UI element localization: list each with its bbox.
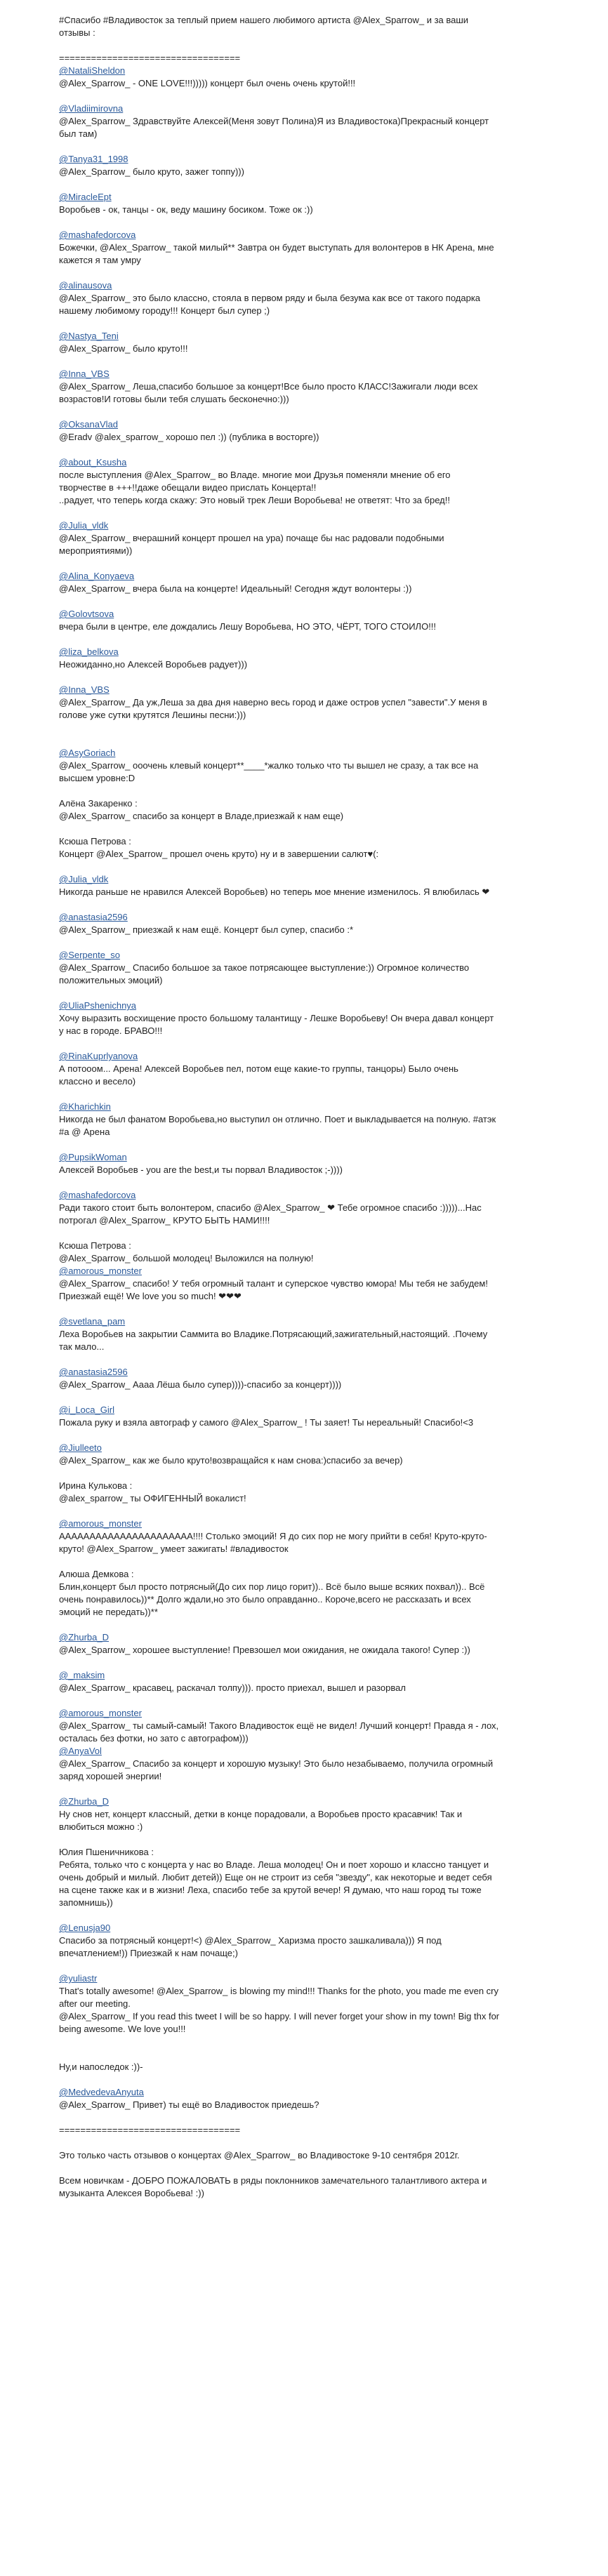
author-handle-link[interactable]: @liza_belkova bbox=[59, 646, 119, 657]
text-line: Ксюша Петрова : bbox=[59, 1240, 131, 1251]
author-handle-link[interactable]: @OksanaVlad bbox=[59, 419, 119, 430]
blank-line bbox=[59, 1505, 588, 1518]
author-handle-link[interactable]: @amorous_monster bbox=[59, 1266, 142, 1276]
author-handle-link[interactable]: @Kharichkin bbox=[59, 1101, 111, 1112]
author-handle-link[interactable]: @Serpente_so bbox=[59, 950, 120, 960]
text-line: @Eradv @alex_sparrow_ хорошо пел :)) (публика в восторге)) bbox=[59, 432, 319, 442]
author-handle-link[interactable]: @Zhurba_D bbox=[59, 1796, 110, 1807]
text-line: @alex_sparrow_ ты ОФИГЕННЫЙ вокалист! bbox=[59, 1493, 246, 1503]
blank-line bbox=[59, 1088, 588, 1101]
blank-line bbox=[59, 1657, 588, 1669]
author-handle-link[interactable]: @Jiulleeto bbox=[59, 1442, 102, 1453]
text-line: очень понравилось))** Долго ждали,но это было оправданно.. Короче,всего не рассказать и всех bbox=[59, 1594, 471, 1605]
blank-line bbox=[59, 898, 588, 911]
author-handle-link[interactable]: @PupsikWoman bbox=[59, 1152, 127, 1162]
blank-line bbox=[59, 355, 588, 368]
author-handle-link[interactable]: @svetlana_pam bbox=[59, 1316, 126, 1327]
blank-line bbox=[59, 785, 588, 797]
text-line: голове уже сутки крутятся Лешины песни:))) bbox=[59, 710, 246, 720]
text-line: being awesome. We love you!!! bbox=[59, 2024, 186, 2034]
text-line: @Alex_Sparrow_ Привет) ты ещё во Владивосток приедешь? bbox=[59, 2099, 319, 2110]
author-handle-link[interactable]: @amorous_monster bbox=[59, 1518, 142, 1529]
text-line: так мало... bbox=[59, 1341, 105, 1352]
blank-line bbox=[59, 1391, 588, 1404]
text-line: @Alex_Sparrow_ вчерашний концерт прошел на ура) почаще бы нас радовали подобными bbox=[59, 533, 444, 543]
author-handle-link[interactable]: @anastasia2596 bbox=[59, 912, 128, 922]
text-line: ================================== bbox=[59, 2125, 241, 2135]
author-handle-link[interactable]: @mashafedorcova bbox=[59, 1190, 136, 1200]
text-line: #Спасибо #Владивосток за теплый прием нашего любимого артиста @Alex_Sparrow_ и за ваши bbox=[59, 15, 469, 25]
text-line: @Alex_Sparrow_ - ONE LOVE!!!))))) концерт был очень очень крутой!!! bbox=[59, 78, 356, 88]
text-line: @Alex_Sparrow_ Здравствуйте Алексей(Меня зовут Полина)Я из Владивостока)Прекрасный концерт bbox=[59, 116, 489, 126]
blank-line bbox=[59, 1555, 588, 1568]
blank-line bbox=[59, 2111, 588, 2124]
blank-line bbox=[59, 1037, 588, 1050]
text-line: был там) bbox=[59, 128, 98, 139]
text-line: Ну снов нет, концерт классный, детки в конце порадовали, а Воробьев просто красавчик! Так и bbox=[59, 1809, 463, 1819]
text-line: @Alex_Sparrow_ красавец, раскачал толпу))). просто приехал, вышел и разорвал bbox=[59, 1682, 406, 1693]
text-line: Божечки, @Alex_Sparrow_ такой милый** Завтра он будет выступать для волонтеров в НК Арена, мне bbox=[59, 242, 494, 253]
text-line: @Alex_Sparrow_ хорошее выступление! Превзошел мои ожидания, не ожидала такого! Супер :)) bbox=[59, 1645, 470, 1655]
author-handle-link[interactable]: @AnyaVol bbox=[59, 1746, 102, 1756]
text-line: @Alex_Sparrow_ Да уж,Леша за два дня наверно весь город и даже остров успел "завести".У меня в bbox=[59, 697, 487, 708]
author-handle-link[interactable]: @i_Loca_Girl bbox=[59, 1405, 114, 1415]
text-line: Блин,концерт был просто потрясный(До сих пор лицо горит)).. Всё было выше всяких похвал)).. Всё bbox=[59, 1581, 485, 1592]
text-line: впечатлением!)) Приезжай к нам почаще;) bbox=[59, 1948, 238, 1958]
blank-line bbox=[59, 671, 588, 684]
blank-line bbox=[59, 557, 588, 570]
author-handle-link[interactable]: @Alina_Konyaeva bbox=[59, 571, 135, 581]
author-handle-link[interactable]: @Tanya31_1998 bbox=[59, 154, 128, 164]
text-line: Это только часть отзывов о концертах @Alex_Sparrow_ во Владивостоке 9-10 сентября 2012г. bbox=[59, 2150, 460, 2160]
author-handle-link[interactable]: @_maksim bbox=[59, 1670, 105, 1680]
text-line: Алёна Закаренко : bbox=[59, 798, 138, 809]
blank-line bbox=[59, 406, 588, 418]
text-line: Ребята, только что с концерта у нас во Владе. Леша молодец! Он и поет хорошо и классно танцует и bbox=[59, 1859, 489, 1870]
text-line: очень добрый и милый. Любит детей)) Еще он не строит из себя "звезду", как некоторые и ведет себя bbox=[59, 1872, 492, 1883]
blank-line bbox=[59, 861, 588, 873]
text-line: отзывы : bbox=[59, 27, 95, 38]
blank-line bbox=[59, 2048, 588, 2061]
blank-line bbox=[59, 2073, 588, 2086]
text-line: @Alex_Sparrow_ Спасибо за концерт и хорошую музыку! Это было незабываемо, получила огромный bbox=[59, 1758, 494, 1769]
text-line: @Alex_Sparrow_ If you read this tweet I will be so happy. I will never forget your show in my town! Big thx for bbox=[59, 2011, 500, 2021]
blank-line bbox=[59, 1909, 588, 1922]
text-line: @Alex_Sparrow_ Аааа Лёша было супер))))-спасибо за концерт)))) bbox=[59, 1379, 342, 1390]
text-line: ================================== bbox=[59, 53, 241, 63]
text-line: на сцене также как и в жизни! Леха, спасибо тебе за крутой вечер! Я думаю, что наш город ты тоже bbox=[59, 1885, 482, 1895]
blank-line bbox=[59, 1619, 588, 1631]
author-handle-link[interactable]: @Inna_VBS bbox=[59, 369, 110, 379]
author-handle-link[interactable]: @mashafedorcova bbox=[59, 230, 136, 240]
text-line: эмоций не передать))** bbox=[59, 1607, 158, 1617]
author-handle-link[interactable]: @MedvedevaAnyuta bbox=[59, 2087, 144, 2097]
text-line: Хочу выразить восхищение просто большому талантищу - Лешке Воробьеву! Он вчера давал концерт bbox=[59, 1013, 494, 1023]
author-handle-link[interactable]: @Golovtsova bbox=[59, 609, 114, 619]
text-line: возрастов!И готовы были тебя слушать бесконечно:))) bbox=[59, 394, 289, 404]
author-handle-link[interactable]: @NataliSheldon bbox=[59, 65, 126, 76]
author-handle-link[interactable]: @anastasia2596 bbox=[59, 1367, 128, 1377]
blank-line bbox=[59, 1227, 588, 1240]
author-handle-link[interactable]: @Nastya_Teni bbox=[59, 331, 119, 341]
author-handle-link[interactable]: @amorous_monster bbox=[59, 1708, 142, 1718]
text-line: @Alex_Sparrow_ Леша,спасибо большое за концерт!Все было просто КЛАСС!Зажигали люди всех bbox=[59, 381, 478, 392]
blank-line bbox=[59, 2036, 588, 2048]
text-line: А потооом... Арена! Алексей Воробьев пел, потом еще какие-то группы, танцоры) Было очень bbox=[59, 1063, 458, 1074]
blank-line bbox=[59, 936, 588, 949]
text-line: классно и весело) bbox=[59, 1076, 136, 1087]
text-line: осталась без фотки, но зато с автографом))) bbox=[59, 1733, 249, 1744]
blank-line bbox=[59, 216, 588, 229]
blank-line bbox=[59, 2162, 588, 2175]
text-line: круто! @Alex_Sparrow_ умеет зажигать! #владивосток bbox=[59, 1543, 289, 1554]
text-line: положительных эмоций) bbox=[59, 975, 163, 985]
text-line: Приезжай ещё! We love you so much! ❤❤❤ bbox=[59, 1291, 242, 1301]
author-handle-link[interactable]: @Zhurba_D bbox=[59, 1632, 110, 1642]
blank-line bbox=[59, 140, 588, 153]
reviews-text bbox=[59, 14, 588, 2200]
author-handle-link[interactable]: @alinausova bbox=[59, 280, 112, 291]
text-line: Алексей Воробьев - you are the best,и ты порвал Владивосток ;-)))) bbox=[59, 1164, 343, 1175]
text-line: @Alex_Sparrow_ было круто!!! bbox=[59, 343, 188, 354]
blank-line bbox=[59, 39, 588, 52]
blank-line bbox=[59, 1176, 588, 1189]
text-line: Алюша Демкова : bbox=[59, 1569, 134, 1579]
author-handle-link[interactable]: @Lenusja90 bbox=[59, 1923, 111, 1933]
blank-line bbox=[59, 1694, 588, 1707]
author-handle-link[interactable]: @about_Ksusha bbox=[59, 457, 127, 467]
text-line: @Alex_Sparrow_ Спасибо большое за такое потрясающее выступление:)) Огромное количество bbox=[59, 962, 470, 973]
text-line: @Alex_Sparrow_ ооочень клевый концерт**____*жалко только что ты вышел не сразу, а так все на bbox=[59, 760, 479, 771]
text-line: Ксюша Петрова : bbox=[59, 836, 131, 847]
blank-line bbox=[59, 1467, 588, 1480]
text-line: музыканта Алексея Воробьева! :)) bbox=[59, 2188, 204, 2198]
author-handle-link[interactable]: @MiracleEpt bbox=[59, 192, 112, 202]
text-line: #а @ Арена bbox=[59, 1127, 110, 1137]
text-line: Спасибо за потрясный концерт!<) @Alex_Sparrow_ Харизма просто зашкаливала))) Я под bbox=[59, 1935, 442, 1946]
blank-line bbox=[59, 267, 588, 279]
text-line: Всем новичкам - ДОБРО ПОЖАЛОВАТЬ в ряды поклонников замечательного талантливого актера и bbox=[59, 2175, 487, 2186]
blank-line bbox=[59, 2137, 588, 2149]
author-handle-link[interactable]: @Vladiimirovna bbox=[59, 103, 124, 114]
author-handle-link[interactable]: @Julia_vldk bbox=[59, 874, 109, 884]
author-handle-link[interactable]: @yuliastr bbox=[59, 1973, 98, 1984]
text-line: нашему любимому городу!!! Концерт был супер ;) bbox=[59, 305, 270, 316]
blank-line bbox=[59, 444, 588, 456]
text-line: @Alex_Sparrow_ это было классно, стояла в первом ряду и была безума как все от такого подарка bbox=[59, 293, 481, 303]
blank-line bbox=[59, 1303, 588, 1315]
text-line: после выступления @Alex_Sparrow_ во Владе. многие мои Друзья поменяли мнение об его bbox=[59, 470, 451, 480]
author-handle-link[interactable]: @UliaPshenichnya bbox=[59, 1000, 137, 1011]
blank-line bbox=[59, 90, 588, 102]
text-line: @Alex_Sparrow_ спасибо! У тебя огромный талант и суперское чувство юмора! Мы тебя не забудем! bbox=[59, 1278, 488, 1289]
text-line: Ирина Кулькова : bbox=[59, 1480, 133, 1491]
author-handle-link[interactable]: @RinaKuprlyanova bbox=[59, 1051, 138, 1061]
author-handle-link[interactable]: @Inna_VBS bbox=[59, 684, 110, 695]
blank-line bbox=[59, 317, 588, 330]
text-line: Юлия Пшеничникова : bbox=[59, 1847, 154, 1857]
text-line: влюбиться можно :) bbox=[59, 1821, 143, 1832]
text-line: @Alex_Sparrow_ было круто, зажег топпу))) bbox=[59, 166, 244, 177]
text-line: Воробьев - ок, танцы - ок, веду машину босиком. Тоже ок :)) bbox=[59, 204, 313, 215]
blank-line bbox=[59, 1960, 588, 1972]
text-line: кажется я там умру bbox=[59, 255, 141, 265]
text-line: у нас в городе. БРАВО!!! bbox=[59, 1025, 163, 1036]
text-line: Никогда раньше не нравился Алексей Воробьев) но теперь мое мнение изменилось. Я влюбилась ❤ bbox=[59, 887, 490, 897]
text-line: ..радует, что теперь когда скажу: Это новый трек Леши Воробьева! не ответят: Что за бред!! bbox=[59, 495, 450, 505]
blank-line bbox=[59, 633, 588, 646]
text-line: @Alex_Sparrow_ большой молодец! Выложился на полную! bbox=[59, 1253, 314, 1263]
text-line: @Alex_Sparrow_ как же было круто!возвращайся к нам снова:)спасибо за вечер) bbox=[59, 1455, 403, 1466]
text-line: @Alex_Sparrow_ спасибо за концерт в Владе,приезжай к нам еще) bbox=[59, 811, 344, 821]
blank-line bbox=[59, 1138, 588, 1151]
text-line: вчера были в центре, еле дождались Лешу Воробьева, НО ЭТО, ЧЁРТ, ТОГО СТОИЛО!!! bbox=[59, 621, 437, 632]
blank-line bbox=[59, 823, 588, 835]
blank-line bbox=[59, 178, 588, 191]
blank-line bbox=[59, 1783, 588, 1795]
blank-line bbox=[59, 595, 588, 608]
text-line: высшем уровне:D bbox=[59, 773, 136, 783]
text-line: Ну,и напоследок :))- bbox=[59, 2062, 143, 2072]
blank-line bbox=[59, 1429, 588, 1442]
blank-line bbox=[59, 1833, 588, 1846]
text-line: Пожала руку и взяла автограф у самого @Alex_Sparrow_ ! Ты заяет! Ты нереальный! Спасибо!<3 bbox=[59, 1417, 474, 1428]
text-line: @Alex_Sparrow_ вчера была на концерте! Идеальный! Сегодня ждут волонтеры :)) bbox=[59, 583, 412, 594]
text-line: заряд хорошей энергии! bbox=[59, 1771, 162, 1781]
author-handle-link[interactable]: @Julia_vldk bbox=[59, 520, 109, 531]
text-line: Ради такого стоит быть волонтером, спасибо @Alex_Sparrow_ ❤ Тебе огромное спасибо :)))))...Нас bbox=[59, 1202, 482, 1213]
text-line: запомнишь)) bbox=[59, 1897, 113, 1908]
text-line: творчестве в +++!!даже обещали видео прислать Концерта!! bbox=[59, 482, 317, 493]
blank-line bbox=[59, 507, 588, 519]
text-line: Леха Воробьев на закрытии Саммита во Владике.Потрясающий,зажигательный,настоящий. .Почему bbox=[59, 1329, 488, 1339]
text-line: Никогда не был фанатом Воробьева,но выступил он отлично. Поет и выкладывается на полную. #атэк bbox=[59, 1114, 496, 1124]
text-line: потрогал @Alex_Sparrow_ КРУТО БЫТЬ НАМИ!!!! bbox=[59, 1215, 270, 1226]
text-line: АААААААААААААААААААААА!!!! Столько эмоций! Я до сих пор не могу прийти в себя! Круто-круто- bbox=[59, 1531, 487, 1541]
text-line: мероприятиями)) bbox=[59, 545, 133, 556]
text-line: Неожиданно,но Алексей Воробьев радует))) bbox=[59, 659, 248, 670]
author-handle-link[interactable]: @AsyGoriach bbox=[59, 748, 116, 758]
blank-line bbox=[59, 987, 588, 1000]
blank-line bbox=[59, 734, 588, 747]
blank-line bbox=[59, 722, 588, 734]
text-line: @Alex_Sparrow_ ты самый-самый! Такого Владивосток ещё не видел! Лучший концерт! Правда я - лох, bbox=[59, 1720, 499, 1731]
text-line: after our meeting. bbox=[59, 1998, 131, 2009]
text-line: @Alex_Sparrow_ приезжай к нам ещё. Концерт был супер, спасибо :* bbox=[59, 924, 354, 935]
text-line: Концерт @Alex_Sparrow_ прошел очень круто) ну и в завершении салют♥(: bbox=[59, 849, 379, 859]
text-line: That's totally awesome! @Alex_Sparrow_ is blowing my mind!!! Thanks for the photo, you made me even cry bbox=[59, 1986, 498, 1996]
blank-line bbox=[59, 1353, 588, 1366]
